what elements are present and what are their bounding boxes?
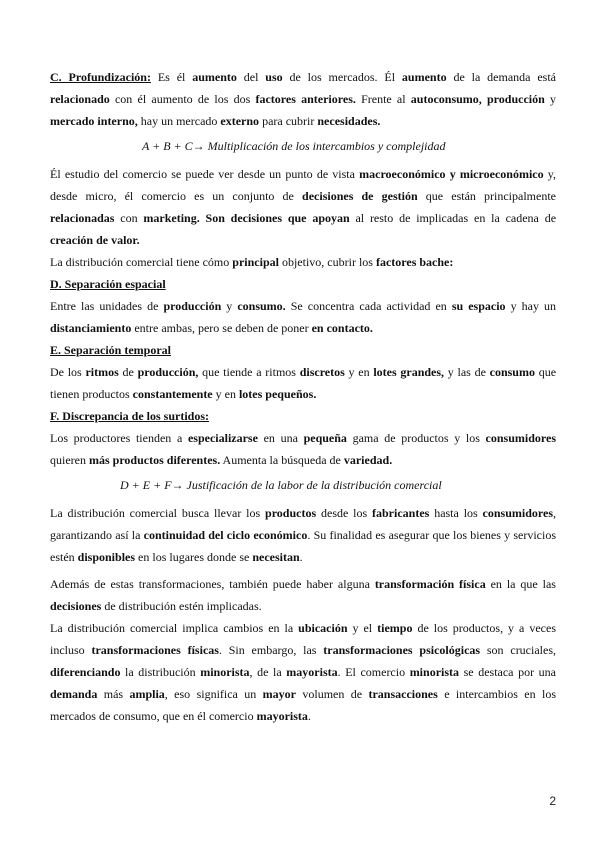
- paragraph-transformaciones: [50, 573, 556, 617]
- bold-text: más productos diferentes.: [88, 453, 221, 467]
- paragraph-objetivo: [50, 251, 556, 273]
- text: que tiende a ritmos: [198, 365, 300, 379]
- text: y en: [212, 387, 239, 401]
- text: de la demanda está: [446, 70, 556, 84]
- text: .: [307, 709, 311, 723]
- bold-text: minorista: [200, 665, 250, 679]
- bold-text: decisiones: [50, 599, 102, 613]
- bold-text: autoconsumo, producción: [410, 92, 545, 106]
- bold-text: transformaciones psicológicas: [323, 643, 481, 657]
- bold-text: ritmos: [85, 365, 119, 379]
- text: y las de: [444, 365, 490, 379]
- text: se destaca por una: [459, 665, 556, 679]
- page-number: 2: [549, 794, 556, 808]
- formula-abc: A + B + C→ Multiplicación de los intercambios y complejidad: [142, 139, 446, 153]
- text: que tienen productos: [50, 365, 557, 401]
- text: que están principalmente: [417, 189, 557, 203]
- paragraph-discrepancia: [50, 427, 556, 471]
- bold-text: uso: [265, 70, 283, 84]
- text: Él estudio del comercio se puede ver desde un punto de vista: [50, 167, 360, 181]
- bold-text: apoyan: [312, 211, 350, 225]
- text: y hay un: [505, 299, 556, 313]
- bold-text: constantemente: [132, 387, 213, 401]
- text: Se concentra cada actividad en: [285, 299, 452, 313]
- text: La distribución comercial implica cambios en la: [50, 621, 299, 635]
- text: de distribución estén implicadas.: [101, 599, 262, 613]
- text: en los lugares donde se: [135, 550, 253, 564]
- text: para cubrir: [259, 114, 318, 128]
- bold-text: relacionado: [50, 92, 110, 106]
- bold-text: su espacio: [451, 299, 506, 313]
- bold-text: mayorista: [256, 709, 308, 723]
- heading-f: F. Discrepancia de los surtidos:: [50, 409, 210, 423]
- bold-text: lotes pequeños.: [238, 387, 317, 401]
- text: hay un mercado: [137, 114, 221, 128]
- paragraph-separacion-temporal: [50, 361, 556, 405]
- text: al resto de implicadas en la cadena de: [349, 211, 557, 225]
- bold-text: necesitan: [252, 550, 300, 564]
- bold-text: consumo.: [237, 299, 286, 313]
- bold-text: mayorista: [286, 665, 338, 679]
- text: con: [114, 211, 144, 225]
- bold-text: transformaciones físicas: [91, 643, 219, 657]
- text: Aumenta la búsqueda de: [220, 453, 344, 467]
- document-page: [50, 66, 556, 727]
- text: De los: [50, 365, 86, 379]
- heading-e: E. Separación temporal: [50, 343, 171, 357]
- text: y: [221, 299, 238, 313]
- heading-d: D. Separación espacial: [50, 277, 166, 291]
- bold-text: discretos: [299, 365, 345, 379]
- bold-text: externo: [220, 114, 260, 128]
- paragraph-estudio-comercio: [50, 163, 556, 251]
- text: gama de productos y los: [346, 431, 486, 445]
- bold-text: minorista: [409, 665, 460, 679]
- bold-text: producción,: [137, 365, 199, 379]
- text: . El comercio: [337, 665, 410, 679]
- text: La distribución comercial tiene cómo: [50, 255, 233, 269]
- bold-text: ubicación: [298, 621, 348, 635]
- bold-text: pequeña: [303, 431, 347, 445]
- text: quieren: [50, 453, 89, 467]
- text: en la que las: [485, 577, 556, 591]
- text: e intercambios en los mercados de consumo, que en él comercio: [50, 687, 556, 723]
- text: entre ambas, pero se deben de poner: [131, 321, 312, 335]
- text: Además de estas transformaciones, también puede haber alguna: [50, 577, 375, 591]
- bold-text: en contacto.: [311, 321, 373, 335]
- text: con él aumento de los dos: [109, 92, 256, 106]
- bold-text: demanda: [50, 687, 98, 701]
- text: y en: [344, 365, 374, 379]
- text: de los productos, y a veces incluso: [50, 621, 556, 657]
- text: y el: [347, 621, 378, 635]
- bold-text: factores anteriores.: [255, 92, 356, 106]
- paragraph-distribucion: [50, 502, 556, 568]
- bold-text: fabricantes: [372, 506, 430, 520]
- bold-text: mayor: [262, 687, 296, 701]
- bold-text: Son decisiones que: [205, 211, 307, 225]
- bold-text: lotes grandes,: [373, 365, 445, 379]
- bold-text: especializarse: [187, 431, 258, 445]
- text: , eso significa un: [164, 687, 263, 701]
- text: de: [118, 365, 138, 379]
- text: , de la: [249, 665, 287, 679]
- text: la distribución: [120, 665, 201, 679]
- text: Entre las unidades de: [50, 299, 164, 313]
- text: y, desde micro, él comercio es un conjunto de: [50, 167, 556, 203]
- bold-text: distanciamiento: [50, 321, 132, 335]
- bold-text: amplia: [129, 687, 165, 701]
- text: desde los: [316, 506, 373, 520]
- bold-text: creación de valor.: [50, 233, 140, 247]
- bold-text: diferenciando: [50, 665, 121, 679]
- bold-text: factores bache:: [375, 255, 454, 269]
- paragraph-cambios: [50, 617, 556, 727]
- text: Es él: [150, 70, 193, 84]
- paragraph-profundizacion: [50, 66, 556, 132]
- bold-text: transacciones: [368, 687, 438, 701]
- text: en una: [257, 431, 304, 445]
- bold-text: consumidores: [485, 431, 556, 445]
- text: . Su finalidad es asegurar que los bienes y servicios estén: [50, 528, 557, 564]
- text: La distribución comercial busca llevar los: [50, 506, 266, 520]
- bold-text: necesidades.: [317, 114, 381, 128]
- text: .: [299, 550, 303, 564]
- bold-text: disponibles: [77, 550, 136, 564]
- text: de los mercados. Él: [282, 70, 402, 84]
- text: Los productores tienden a: [50, 431, 188, 445]
- bold-text: decisiones de gestión: [302, 189, 418, 203]
- text: son cruciales,: [480, 643, 557, 657]
- text: del: [236, 70, 266, 84]
- text: y: [544, 92, 556, 106]
- bold-text: productos: [265, 506, 317, 520]
- bold-text: mercado interno,: [50, 114, 138, 128]
- bold-text: continuidad del ciclo económico: [143, 528, 308, 542]
- text: volumen de: [296, 687, 369, 701]
- text: Frente al: [355, 92, 411, 106]
- bold-text: aumento: [192, 70, 237, 84]
- bold-text: consumidores: [482, 506, 553, 520]
- text: más: [97, 687, 130, 701]
- text: . Sin embargo, las: [218, 643, 324, 657]
- bold-text: producción: [163, 299, 222, 313]
- text: hasta los: [429, 506, 483, 520]
- formula-def: D + E + F→ Justificación de la labor de la distribución comercial: [120, 478, 442, 492]
- bold-text: tiempo: [377, 621, 413, 635]
- heading-c: C. Profundización:: [50, 70, 151, 84]
- bold-text: macroeconómico y microeconómico: [359, 167, 544, 181]
- bold-text: consumo: [489, 365, 535, 379]
- bold-text: principal: [232, 255, 279, 269]
- text: , garantizando así la: [50, 506, 556, 542]
- bold-text: aumento: [401, 70, 447, 84]
- bold-text: relacionadas: [50, 211, 115, 225]
- bold-text: variedad.: [343, 453, 393, 467]
- bold-text: marketing.: [143, 211, 200, 225]
- text: objetivo, cubrir los: [278, 255, 376, 269]
- paragraph-separacion-espacial: [50, 295, 556, 339]
- bold-text: transformación física: [374, 577, 486, 591]
